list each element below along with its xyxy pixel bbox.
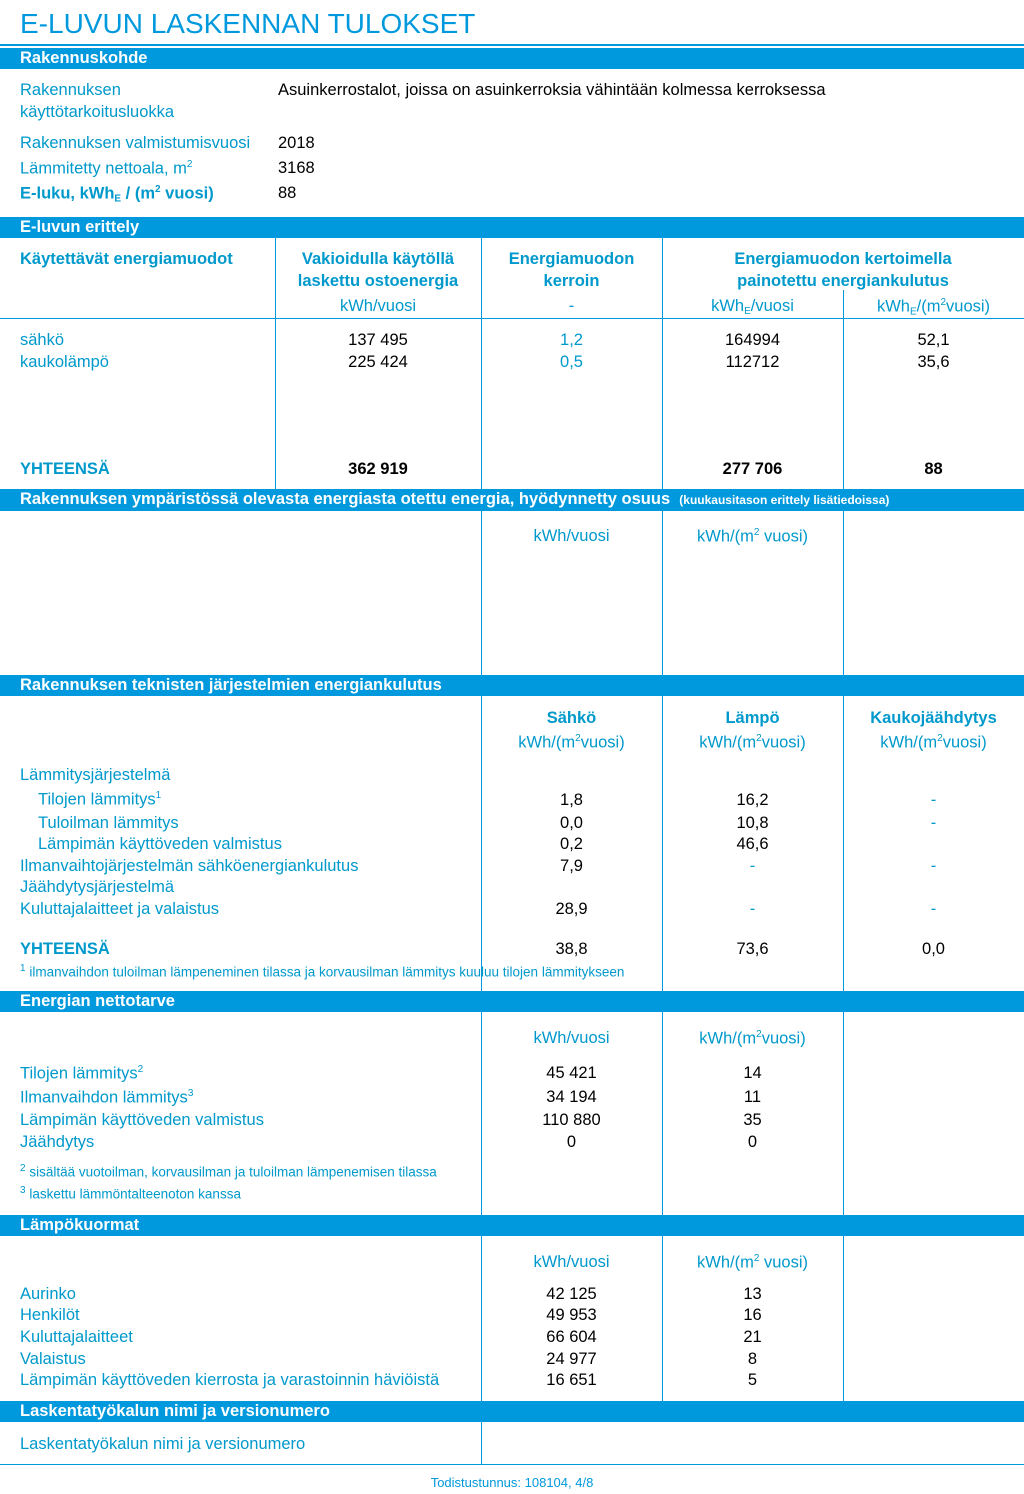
col-kaukojaahdytys: Kaukojäähdytys [870, 709, 997, 727]
tekniset-total-lampo: 73,6 [736, 940, 769, 958]
lampokuorma-row-kwh: 66 604 [546, 1328, 597, 1346]
tekniset-total-kaukojaahdytys: 0,0 [922, 940, 945, 958]
row-kaukolampo-paino-m2: 35,6 [917, 353, 950, 371]
kayttotarkoitus-value: Asuinkerrostalot, joissa on asuinkerroksia vähintään kolmessa kerroksessa [278, 81, 826, 99]
kuluttajalaitteet-label: Kuluttajalaitteet ja valaistus [20, 900, 220, 918]
unit-lampo: kWh/$(m^2vuosi)$ [699, 733, 806, 752]
col-energiamuodot: Käytettävät energiamuodot [20, 250, 233, 268]
title-rule [0, 44, 1024, 46]
kayttotarkoitus-label-1: Rakennuksen [20, 81, 121, 99]
ilmanvaihto-label: Ilmanvaihtojärjestelmän sähköenergiankulutus [20, 857, 359, 875]
nettotarve-row-label: Ilmanvaihdon lämmitys$^3$ [20, 1088, 194, 1107]
grid-line [843, 1012, 844, 1215]
unit-painotettu-m2: $kWh_E/(m^2vuosi)$ [876, 297, 991, 318]
lampokuorma-row-label: Valaistus [20, 1350, 86, 1368]
nettotarve-unit-kwh: kWh/vuosi [533, 1029, 610, 1047]
section-header-laskentatyokalu: Laskentatyökalun nimi ja versionumero [0, 1401, 1024, 1422]
tilojen-lammitys-sahko: 1,8 [560, 791, 583, 809]
tekniset-total-sahko: 38,8 [555, 940, 588, 958]
bottom-rule [0, 1464, 1024, 1465]
lampokuorma-row-m2: 5 [747, 1371, 758, 1389]
kuluttajalaitteet-sahko: 28,9 [555, 900, 588, 918]
nettotarve-row-kwh: 110 880 [542, 1111, 601, 1129]
row-kaukolampo-label: kaukolämpö [20, 353, 109, 371]
tekniset-total-label: YHTEENSÄ [20, 940, 110, 958]
eluku-label: E-luku, $kWh_E / (m^2$ vuosi) [20, 184, 214, 205]
row-sahko-osto: 137 495 [348, 331, 408, 349]
footnote-1: $^1$ ilmanvaihdon tuloilman lämpeneminen tilassa ja korvausilman lämmitys kuuluu tilojen lämmitykseen [20, 963, 625, 980]
row-sahko-label: sähkö [20, 331, 65, 349]
lampokuorma-row-m2: 8 [747, 1350, 758, 1368]
lampokuorma-row-label: Lämpimän käyttöveden kierrosta ja varastoinnin häviöistä [20, 1371, 440, 1389]
nettotarve-row-kwh: 0 [566, 1133, 577, 1151]
lampokuormat-unit-kwh: kWh/vuosi [533, 1253, 610, 1271]
unit-painotettu: kWh$_E$/vuosi [711, 297, 794, 317]
tuloilman-lammitys-kaukojaahdytys: - [930, 814, 937, 832]
eluku-value: 88 [278, 184, 297, 202]
section-header-ymparisto: Rakennuksen ympäristössä olevasta energiasta otettu energia, hyödynnetty osuus (kuukausitason erittely lisätiedoissa) [0, 489, 1024, 511]
row-sahko-paino: 164994 [724, 331, 781, 349]
col-painotettu-l1: Energiamuodon kertoimella [734, 250, 952, 268]
section-header-tekniset: Rakennuksen teknisten järjestelmien energiankulutus [0, 675, 1024, 696]
nettoala-label: Lämmitetty nettoala, $m^2$ [20, 159, 193, 178]
tilojen-lammitys-label: Tilojen lämmitys$^1$ [38, 790, 162, 809]
row-kaukolampo-paino: 112712 [725, 353, 780, 371]
row-kaukolampo-kerroin: 0,5 [560, 353, 583, 371]
lampokuorma-row-kwh: 16 651 [546, 1371, 597, 1389]
grid-line [843, 510, 844, 675]
tuloilman-lammitys-sahko: 0,0 [560, 814, 583, 832]
col-kerroin-l1: Energiamuodon [508, 250, 635, 268]
col-sahko: Sähkö [546, 709, 597, 727]
col-painotettu-l2: painotettu energiankulutus [737, 272, 949, 290]
nettotarve-row-m2: 11 [743, 1088, 762, 1106]
nettotarve-row-m2: 0 [747, 1133, 758, 1151]
footnote-2: $^2$ sisältää vuotoilman, korvausilman ja tuloilman lämpenemisen tilassa [20, 1163, 437, 1180]
lampokuorma-row-kwh: 49 953 [546, 1306, 597, 1324]
page-title: E-LUVUN LASKENNAN TULOKSET [20, 8, 476, 39]
certificate-id: Todistustunnus: 108104, 4/8 [430, 1475, 594, 1490]
kayttotarkoitus-label-2: käyttötarkoitusluokka [20, 103, 175, 121]
lampokuorma-row-m2: 13 [743, 1285, 762, 1303]
valmistumisvuosi-value: 2018 [278, 134, 315, 152]
erittely-total-paino: 277 706 [722, 460, 783, 478]
tuloilman-lammitys-label: Tuloilman lämmitys [38, 814, 179, 832]
nettotarve-row-label: Lämpimän käyttöveden valmistus [20, 1111, 264, 1129]
valmistumisvuosi-label: Rakennuksen valmistumisvuosi [20, 134, 251, 152]
nettoala-value: 3168 [278, 159, 315, 177]
col-ostoenergia-l2: laskettu ostoenergia [297, 272, 459, 290]
kayttovesi-lampo: 46,6 [736, 835, 769, 853]
lampokuorma-row-kwh: 42 125 [546, 1285, 597, 1303]
lampokuorma-row-label: Aurinko [20, 1285, 76, 1303]
tuloilman-lammitys-lampo: 10,8 [736, 814, 769, 832]
section-header-rakennuskohde: Rakennuskohde [0, 48, 1024, 69]
grid-line [843, 1236, 844, 1401]
jaahdytysjarjestelma-label: Jäähdytysjärjestelmä [20, 878, 175, 896]
ilmanvaihto-kaukojaahdytys: - [930, 857, 937, 875]
erittely-total-label: YHTEENSÄ [20, 460, 110, 478]
unit-kaukojaahdytys: kWh/$(m^2vuosi)$ [880, 733, 987, 752]
ilmanvaihto-lampo: - [749, 857, 756, 875]
section-header-erittely: E-luvun erittely [0, 217, 1024, 238]
row-sahko-paino-m2: 52,1 [917, 331, 950, 349]
laskentatyokalu-label: Laskentatyökalun nimi ja versionumero [20, 1435, 306, 1453]
grid-line [0, 318, 1024, 319]
lampokuorma-row-kwh: 24 977 [546, 1350, 597, 1368]
footnote-3: $^3$ laskettu lämmöntalteenoton kanssa [20, 1185, 241, 1202]
tilojen-lammitys-kaukojaahdytys: - [930, 791, 937, 809]
section-header-nettotarve: Energian nettotarve [0, 991, 1024, 1012]
lampokuormat-unit-m2: kWh/($m^2$ vuosi) [697, 1253, 808, 1272]
nettotarve-row-label: Jäähdytys [20, 1133, 95, 1151]
kayttovesi-sahko: 0,2 [560, 835, 583, 853]
col-kerroin-l2: kerroin [543, 272, 600, 290]
ymparisto-unit-kwh: kWh/vuosi [533, 527, 610, 545]
lampokuorma-row-m2: 21 [743, 1328, 762, 1346]
unit-ostoenergia: kWh/vuosi [339, 297, 417, 315]
kuluttajalaitteet-kaukojaahdytys: - [930, 900, 937, 918]
nettotarve-row-kwh: 34 194 [546, 1088, 597, 1106]
col-lampo: Lämpö [725, 709, 780, 727]
lampokuorma-row-label: Kuluttajalaitteet [20, 1328, 133, 1346]
section-header-lampokuormat: Lämpökuormat [0, 1215, 1024, 1236]
tilojen-lammitys-lampo: 16,2 [736, 791, 769, 809]
nettotarve-unit-m2: kWh/$(m^2vuosi)$ [699, 1029, 806, 1048]
erittely-total-osto: 362 919 [348, 460, 408, 478]
unit-sahko: kWh/$(m^2vuosi)$ [518, 733, 625, 752]
ymparisto-unit-m2: kWh/($m^2$ vuosi) [697, 527, 808, 546]
kayttovesi-label: Lämpimän käyttöveden valmistus [38, 835, 282, 853]
lampokuorma-row-label: Henkilöt [20, 1306, 80, 1324]
erittely-total-m2: 88 [924, 460, 943, 478]
ilmanvaihto-sahko: 7,9 [560, 857, 583, 875]
lampokuorma-row-m2: 16 [743, 1306, 762, 1324]
nettotarve-row-m2: 14 [743, 1064, 762, 1082]
col-ostoenergia-l1: Vakioidulla käytöllä [301, 250, 455, 268]
row-kaukolampo-osto: 225 424 [348, 353, 408, 371]
row-sahko-kerroin: 1,2 [560, 331, 583, 349]
lammitysjarjestelma-label: Lämmitysjärjestelmä [20, 766, 171, 784]
kuluttajalaitteet-lampo: - [749, 900, 756, 918]
nettotarve-row-m2: 35 [743, 1111, 762, 1129]
nettotarve-row-label: Tilojen lämmitys$^2$ [20, 1064, 144, 1083]
nettotarve-row-kwh: 45 421 [546, 1064, 597, 1082]
unit-kerroin: - [568, 297, 575, 315]
grid-line [481, 1422, 482, 1464]
